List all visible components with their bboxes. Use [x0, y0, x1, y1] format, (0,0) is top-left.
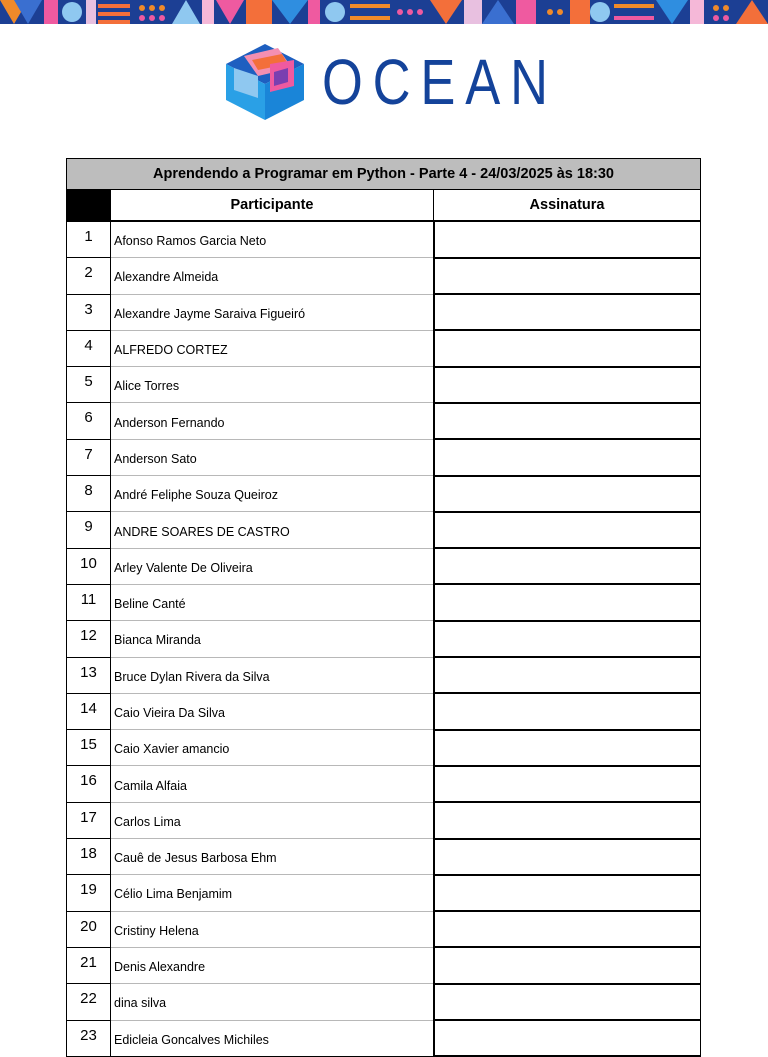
participant-column-header: Participante: [111, 190, 434, 222]
participant-name: Afonso Ramos Garcia Neto: [111, 221, 434, 258]
row-number: 10: [67, 548, 111, 584]
row-number: 5: [67, 367, 111, 403]
row-number: 20: [67, 911, 111, 947]
participant-name: Alice Torres: [111, 367, 434, 403]
table-row: [67, 984, 701, 1020]
row-number: 7: [67, 439, 111, 475]
participant-name: dina silva: [111, 984, 434, 1020]
participant-name: Denis Alexandre: [111, 947, 434, 983]
row-number: 19: [67, 875, 111, 911]
decorative-banner: [0, 0, 768, 24]
table-row: [67, 947, 701, 983]
signature-field[interactable]: [434, 947, 701, 983]
table-row: [67, 584, 701, 620]
signature-column-header: Assinatura: [434, 190, 701, 222]
row-number: 11: [67, 584, 111, 620]
row-number: 16: [67, 766, 111, 802]
signature-field[interactable]: [434, 1020, 701, 1056]
row-number: 23: [67, 1020, 111, 1056]
table-row: [67, 330, 701, 366]
participant-name: Beline Canté: [111, 584, 434, 620]
table-row: [67, 1020, 701, 1056]
participant-name: Anderson Sato: [111, 439, 434, 475]
sheet-title: Aprendendo a Programar em Python - Parte 4 - 24/03/2025 às 18:30: [67, 159, 701, 190]
participant-name: Arley Valente De Oliveira: [111, 548, 434, 584]
participant-name: Alexandre Almeida: [111, 258, 434, 294]
participant-name: Carlos Lima: [111, 802, 434, 838]
brand-wordmark: OCEAN: [322, 46, 558, 118]
signature-field[interactable]: [434, 512, 701, 548]
participant-name: ALFREDO CORTEZ: [111, 330, 434, 366]
table-row: [67, 294, 701, 330]
number-column-header: [67, 190, 111, 222]
table-row: [67, 439, 701, 475]
signature-field[interactable]: [434, 367, 701, 403]
row-number: 1: [67, 221, 111, 258]
table-row: [67, 802, 701, 838]
participant-name: Bruce Dylan Rivera da Silva: [111, 657, 434, 693]
table-row: [67, 657, 701, 693]
row-number: 3: [67, 294, 111, 330]
table-row: [67, 258, 701, 294]
row-number: 2: [67, 258, 111, 294]
row-number: 15: [67, 730, 111, 766]
attendance-table: [66, 158, 701, 1057]
signature-field[interactable]: [434, 802, 701, 838]
participant-name: Anderson Fernando: [111, 403, 434, 439]
table-row: [67, 403, 701, 439]
signature-field[interactable]: [434, 294, 701, 330]
participant-name: Camila Alfaia: [111, 766, 434, 802]
table-row: [67, 621, 701, 657]
signature-field[interactable]: [434, 584, 701, 620]
signature-field[interactable]: [434, 766, 701, 802]
signature-field[interactable]: [434, 476, 701, 512]
participant-name: Edicleia Goncalves Michiles: [111, 1020, 434, 1056]
signature-field[interactable]: [434, 258, 701, 294]
signature-field[interactable]: [434, 693, 701, 729]
signature-field[interactable]: [434, 221, 701, 258]
participant-name: Caio Vieira Da Silva: [111, 693, 434, 729]
table-row: [67, 367, 701, 403]
row-number: 14: [67, 693, 111, 729]
signature-field[interactable]: [434, 403, 701, 439]
row-number: 21: [67, 947, 111, 983]
table-row: [67, 221, 701, 258]
participant-rows: [67, 221, 701, 1056]
row-number: 9: [67, 512, 111, 548]
ocean-logo: [222, 42, 558, 122]
participant-name: Caio Xavier amancio: [111, 730, 434, 766]
row-number: 12: [67, 621, 111, 657]
row-number: 4: [67, 330, 111, 366]
table-row: [67, 911, 701, 947]
signature-field[interactable]: [434, 657, 701, 693]
signature-field[interactable]: [434, 621, 701, 657]
row-number: 8: [67, 476, 111, 512]
row-number: 22: [67, 984, 111, 1020]
signature-field[interactable]: [434, 911, 701, 947]
row-number: 17: [67, 802, 111, 838]
participant-name: Cristiny Helena: [111, 911, 434, 947]
table-row: [67, 875, 701, 911]
participant-name: Cauê de Jesus Barbosa Ehm: [111, 839, 434, 875]
table-row: [67, 548, 701, 584]
signature-field[interactable]: [434, 330, 701, 366]
participant-name: Célio Lima Benjamim: [111, 875, 434, 911]
participant-name: Bianca Miranda: [111, 621, 434, 657]
table-row: [67, 766, 701, 802]
signature-field[interactable]: [434, 730, 701, 766]
table-row: [67, 476, 701, 512]
row-number: 6: [67, 403, 111, 439]
table-row: [67, 693, 701, 729]
signature-field[interactable]: [434, 839, 701, 875]
signature-field[interactable]: [434, 984, 701, 1020]
row-number: 13: [67, 657, 111, 693]
participant-name: Alexandre Jayme Saraiva Figueiró: [111, 294, 434, 330]
cube-logo-icon: [222, 42, 308, 122]
row-number: 18: [67, 839, 111, 875]
participant-name: ANDRE SOARES DE CASTRO: [111, 512, 434, 548]
signature-field[interactable]: [434, 875, 701, 911]
table-row: [67, 730, 701, 766]
signature-field[interactable]: [434, 439, 701, 475]
participant-name: André Feliphe Souza Queiroz: [111, 476, 434, 512]
table-row: [67, 839, 701, 875]
table-row: [67, 512, 701, 548]
signature-field[interactable]: [434, 548, 701, 584]
